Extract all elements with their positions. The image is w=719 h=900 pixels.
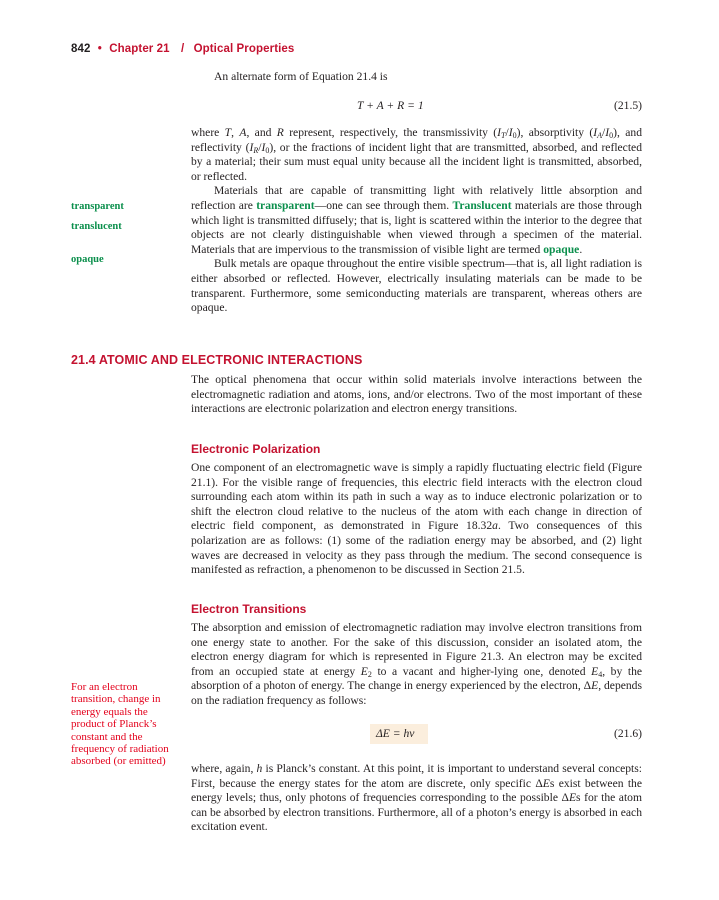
body-block-5 xyxy=(191,762,642,835)
paragraph-planck: where, again, h is Planck’s constant. At this point, it is important to understand several concepts: First, because the energy states for the atom are discrete, only specific ΔEs exist between the energy levels; thus, only photons of frequencies corresponding to the possible ΔEs for the atom can be absorbed by electron transitions. Furthermore, all of a photon’s energy is absorbed in each excitation event. xyxy=(191,762,642,834)
paragraph-reflectivity: where T, A, and R represent, respectively, the transmissivity $(I_T/I_0)$, absorptivity $(I_A/I_0)$, and reflectivity $(I_R/I_0)$, or the fractions of incident light that are transmitted, absorbed, and reflected by a material; their sum must equal unity because all the incident light is transmitted, absorbed, or reflected. xyxy=(191,126,642,183)
intro-text: An alternate form of Equation 21.4 is xyxy=(214,70,388,83)
term-translucent: Translucent xyxy=(452,198,512,212)
paragraph-bulk-metals: Bulk metals are opaque throughout the entire visible spectrum—that is, all light radiation is either absorbed or reflected. However, electrically insulating materials can be made to be transparent. Furthermore, some semiconducting materials are transparent, whereas others are opaque. xyxy=(191,257,642,315)
term-transparent: transparent xyxy=(256,198,315,212)
margin-term-transparent: transparent xyxy=(71,201,124,212)
header-slash: / xyxy=(180,43,185,55)
page-number: 842 xyxy=(71,43,91,55)
equation-21-5-expression: T + A + R = 1 xyxy=(357,99,424,112)
header-bullet: • xyxy=(97,43,102,55)
body-block-4 xyxy=(191,621,642,709)
paragraph-transitions: The absorption and emission of electromagnetic radiation may involve electron transitions from one energy state to another. For the sake of this discussion, consider an isolated atom, the electron energy diagram for which is represented in Figure 21.3. An electron may be excited from an occupied state at energy $E_2$ to a vacant and higher-lying one, denoted $E_4$, by the absorption of a photon of energy. The change in energy experienced by the electron, ΔE, depends on the radiation frequency as follows: xyxy=(191,621,643,707)
equation-21-6-number: (21.6) xyxy=(613,727,642,740)
running-header xyxy=(71,43,294,55)
body-block-1 xyxy=(191,126,642,316)
equation-21-5-number: (21.5) xyxy=(613,99,642,112)
margin-term-opaque: opaque xyxy=(71,254,104,265)
subheading-transitions: Electron Transitions xyxy=(191,602,307,616)
subheading-polarization: Electronic Polarization xyxy=(191,442,321,456)
chapter-title: Optical Properties xyxy=(193,43,295,55)
paragraph-interactions: The optical phenomena that occur within solid materials involve interactions between the electromagnetic radiation and atoms, ions, and/or electrons. Two of the most important of these interactions are electronic polarization and electron energy transitions. xyxy=(191,373,642,416)
equation-21-5 xyxy=(357,99,424,112)
body-block-3 xyxy=(191,461,642,578)
equation-21-6-expression: ΔE = hν xyxy=(376,727,415,740)
margin-term-translucent: translucent xyxy=(71,221,122,232)
margin-note: For an electron transition, change in energy equals the product of Planck’s constant and the frequency of radiation absorbed (or emitted) xyxy=(71,681,169,768)
section-heading: 21.4 ATOMIC AND ELECTRONIC INTERACTIONS xyxy=(71,353,363,367)
equation-21-6 xyxy=(376,727,414,740)
term-opaque: opaque xyxy=(543,242,580,256)
intro-line xyxy=(191,70,642,85)
paragraph-transparency: Materials that are capable of transmitting light with relatively little absorption and reflection are transparent—one can see through them. Translucent materials are those through which light is transmitted diffusely; that is, light is scattered within the interior to the degree that objects are not clearly distinguishable when viewed through a specimen of the material. Materials that are impervious to the transmission of visible light are termed opaque. xyxy=(191,184,642,256)
body-block-2 xyxy=(191,373,642,417)
paragraph-polarization: One component of an electromagnetic wave is simply a rapidly fluctuating electric field (Figure 21.1). For the visible range of frequencies, this electric field interacts with the electron cloud surrounding each atom within its path in such a way as to induce electronic polarization or to shift the electron cloud relative to the nucleus of the atom with each change in direction of electric field component, as demonstrated in Figure 18.32a. Two consequences of this polarization are as follows: (1) some of the radiation energy may be absorbed, and (2) light waves are decreased in velocity as they pass through the medium. The second consequence is manifested as refraction, a phenomenon to be discussed in Section 21.5. xyxy=(191,461,643,577)
chapter-label: Chapter 21 xyxy=(109,43,170,55)
